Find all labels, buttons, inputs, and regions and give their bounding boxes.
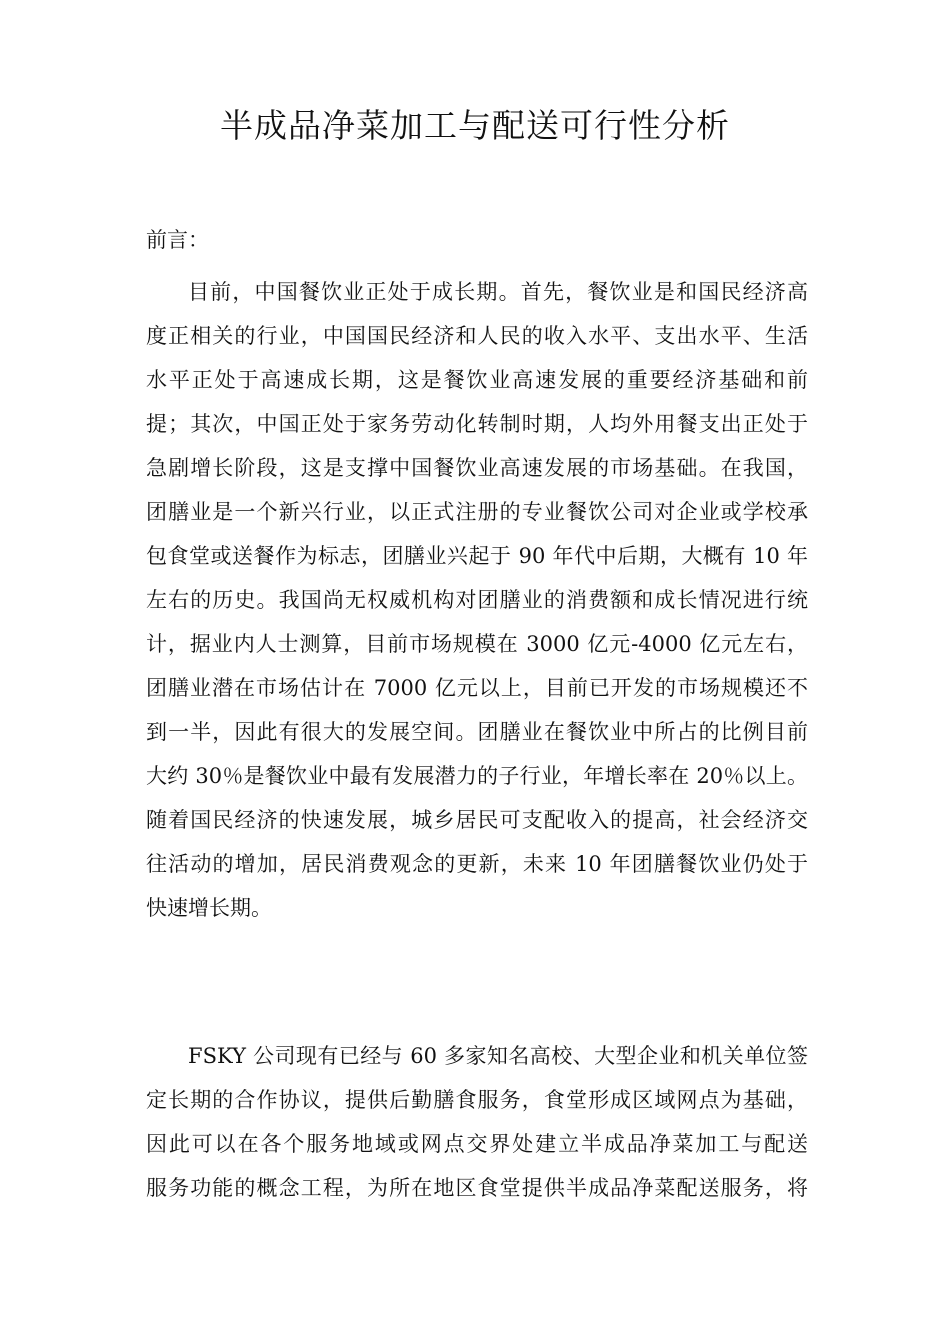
paragraph-1-line-10: 团膳业潜在市场估计在 7000 亿元以上，目前已开发的市场规模还不 (146, 676, 808, 700)
paragraph-1-line-13: 随着国民经济的快速发展，城乡居民可支配收入的提高，社会经济交 (146, 808, 808, 832)
paragraph-1-line-2: 度正相关的行业，中国国民经济和人民的收入水平、支出水平、生活 (146, 324, 808, 348)
paragraph-1-line-5: 急剧增长阶段，这是支撑中国餐饮业高速发展的市场基础。在我国， (146, 456, 808, 480)
paragraph-1-line-3: 水平正处于高速成长期，这是餐饮业高速发展的重要经济基础和前 (146, 368, 808, 392)
paragraph-1-line-12: 大约 30％是餐饮业中最有发展潜力的子行业，年增长率在 20％以上。 (146, 764, 808, 788)
paragraph-1-line-7: 包食堂或送餐作为标志，团膳业兴起于 90 年代中后期，大概有 10 年 (146, 544, 808, 568)
paragraph-1-line-11: 到一半，因此有很大的发展空间。团膳业在餐饮业中所占的比例目前 (146, 720, 808, 744)
paragraph-1-line-9: 计，据业内人士测算，目前市场规模在 3000 亿元-4000 亿元左右， (146, 632, 808, 656)
paragraph-1-line-4: 提；其次，中国正处于家务劳动化转制时期，人均外用餐支出正处于 (146, 412, 808, 436)
paragraph-1-line-14: 往活动的增加，居民消费观念的更新，未来 10 年团膳餐饮业仍处于 (146, 852, 808, 876)
paragraph-1-line-15: 快速增长期。 (146, 896, 272, 920)
paragraph-2-line-3: 因此可以在各个服务地域或网点交界处建立半成品净菜加工与配送 (146, 1132, 808, 1156)
document-title: 半成品净菜加工与配送可行性分析 (220, 106, 730, 145)
paragraph-2-line-2: 定长期的合作协议，提供后勤膳食服务，食堂形成区域网点为基础， (146, 1088, 808, 1112)
section-label: 前言： (146, 228, 209, 252)
paragraph-1-line-1: 目前，中国餐饮业正处于成长期。首先，餐饮业是和国民经济高 (188, 280, 808, 304)
paragraph-1-line-6: 团膳业是一个新兴行业，以正式注册的专业餐饮公司对企业或学校承 (146, 500, 808, 524)
paragraph-2-line-1: FSKY 公司现有已经与 60 多家知名高校、大型企业和机关单位签 (188, 1044, 808, 1068)
paragraph-1-line-8: 左右的历史。我国尚无权威机构对团膳业的消费额和成长情况进行统 (146, 588, 808, 612)
paragraph-2-line-4: 服务功能的概念工程，为所在地区食堂提供半成品净菜配送服务，将 (146, 1176, 808, 1200)
